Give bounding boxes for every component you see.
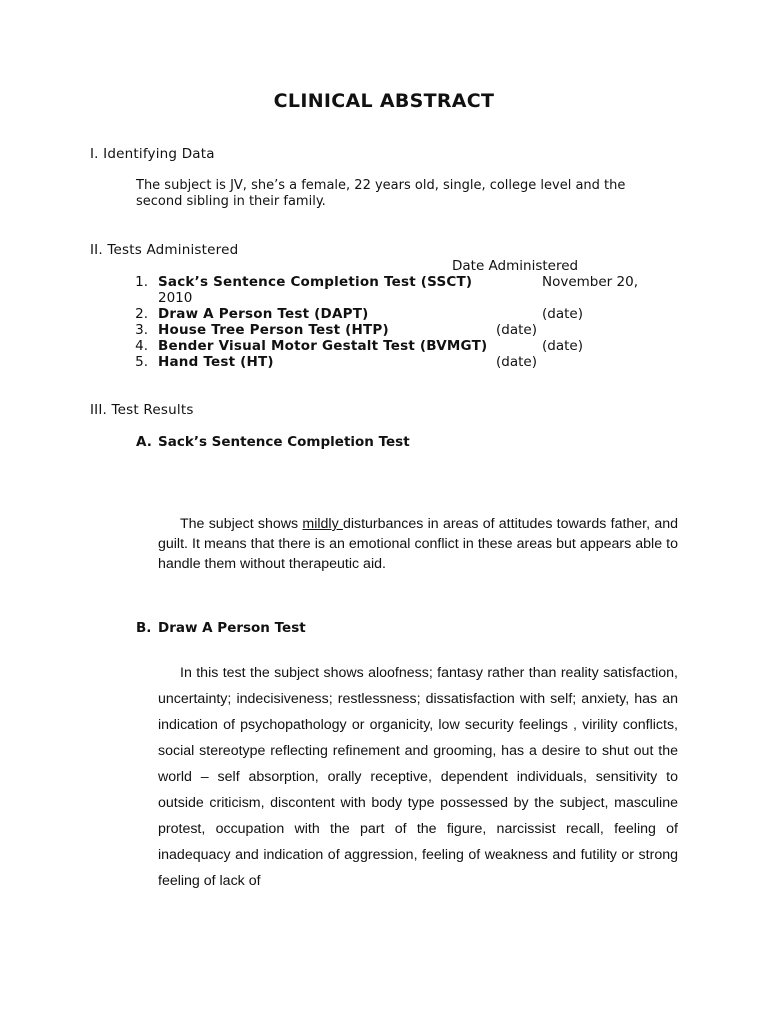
subsection-sentence-completion-heading: Sack’s Sentence Completion Test xyxy=(158,434,410,450)
section-tests-administered-heading: II. Tests Administered xyxy=(90,242,239,258)
subsection-a-letter: A. xyxy=(136,434,152,450)
test-date: November 20, xyxy=(542,274,638,290)
paragraph-prefix: The subject shows xyxy=(180,516,303,532)
test-name: Sack’s Sentence Completion Test (SSCT) xyxy=(158,274,473,290)
identifying-data-line-1: The subject is JV, she’s a female, 22 years old, single, college level and the xyxy=(136,178,626,193)
test-number: 1. xyxy=(135,274,148,290)
test-date-continued: 2010 xyxy=(158,290,193,306)
section-test-results-heading: III. Test Results xyxy=(90,402,194,418)
test-date: (date) xyxy=(542,338,583,354)
document-title: CLINICAL ABSTRACT xyxy=(273,90,495,112)
identifying-data-line-2: second sibling in their family. xyxy=(136,194,326,209)
draw-a-person-paragraph xyxy=(158,660,678,894)
underlined-word: mildly xyxy=(302,516,343,532)
subsection-draw-a-person-heading: Draw A Person Test xyxy=(158,620,306,636)
test-number: 3. xyxy=(135,322,148,338)
test-name: Hand Test (HT) xyxy=(158,354,274,370)
test-number: 5. xyxy=(135,354,148,370)
test-date: (date) xyxy=(496,354,537,370)
test-name: Draw A Person Test (DAPT) xyxy=(158,306,369,322)
date-administered-header: Date Administered xyxy=(452,258,579,274)
test-date: (date) xyxy=(542,306,583,322)
test-date: (date) xyxy=(496,322,537,338)
sentence-completion-paragraph xyxy=(158,514,678,574)
test-number: 4. xyxy=(135,338,148,354)
paragraph-text: In this test the subject shows aloofness; fantasy rather than reality satisfaction, uncertainty; indecisiveness; restlessness; dissatisfaction with self; anxiety, has an indication of psychopathology or organicity, low security feelings , virility conflicts, social stereotype reflecting refinement and grooming, has a desire to shut out the world – self absorption, orally receptive, dependent individuals, sensitivity to outside criticism, discontent with body type possessed by the subject, masculine protest, occupation with the part of the figure, narcissist recall, feeling of inadequacy and indication of aggression, feeling of weakness and futility or strong feeling of lack of xyxy=(158,665,678,889)
subsection-b-letter: B. xyxy=(136,620,152,636)
test-name: House Tree Person Test (HTP) xyxy=(158,322,389,338)
paragraph-rest: disturbances in areas of attitudes towards father, and guilt. It means that there is an emotional conflict in these areas but appears able to handle them without therapeutic aid. xyxy=(158,516,678,572)
test-name: Bender Visual Motor Gestalt Test (BVMGT) xyxy=(158,338,488,354)
test-number: 2. xyxy=(135,306,148,322)
section-identifying-data-heading: I. Identifying Data xyxy=(90,146,215,162)
